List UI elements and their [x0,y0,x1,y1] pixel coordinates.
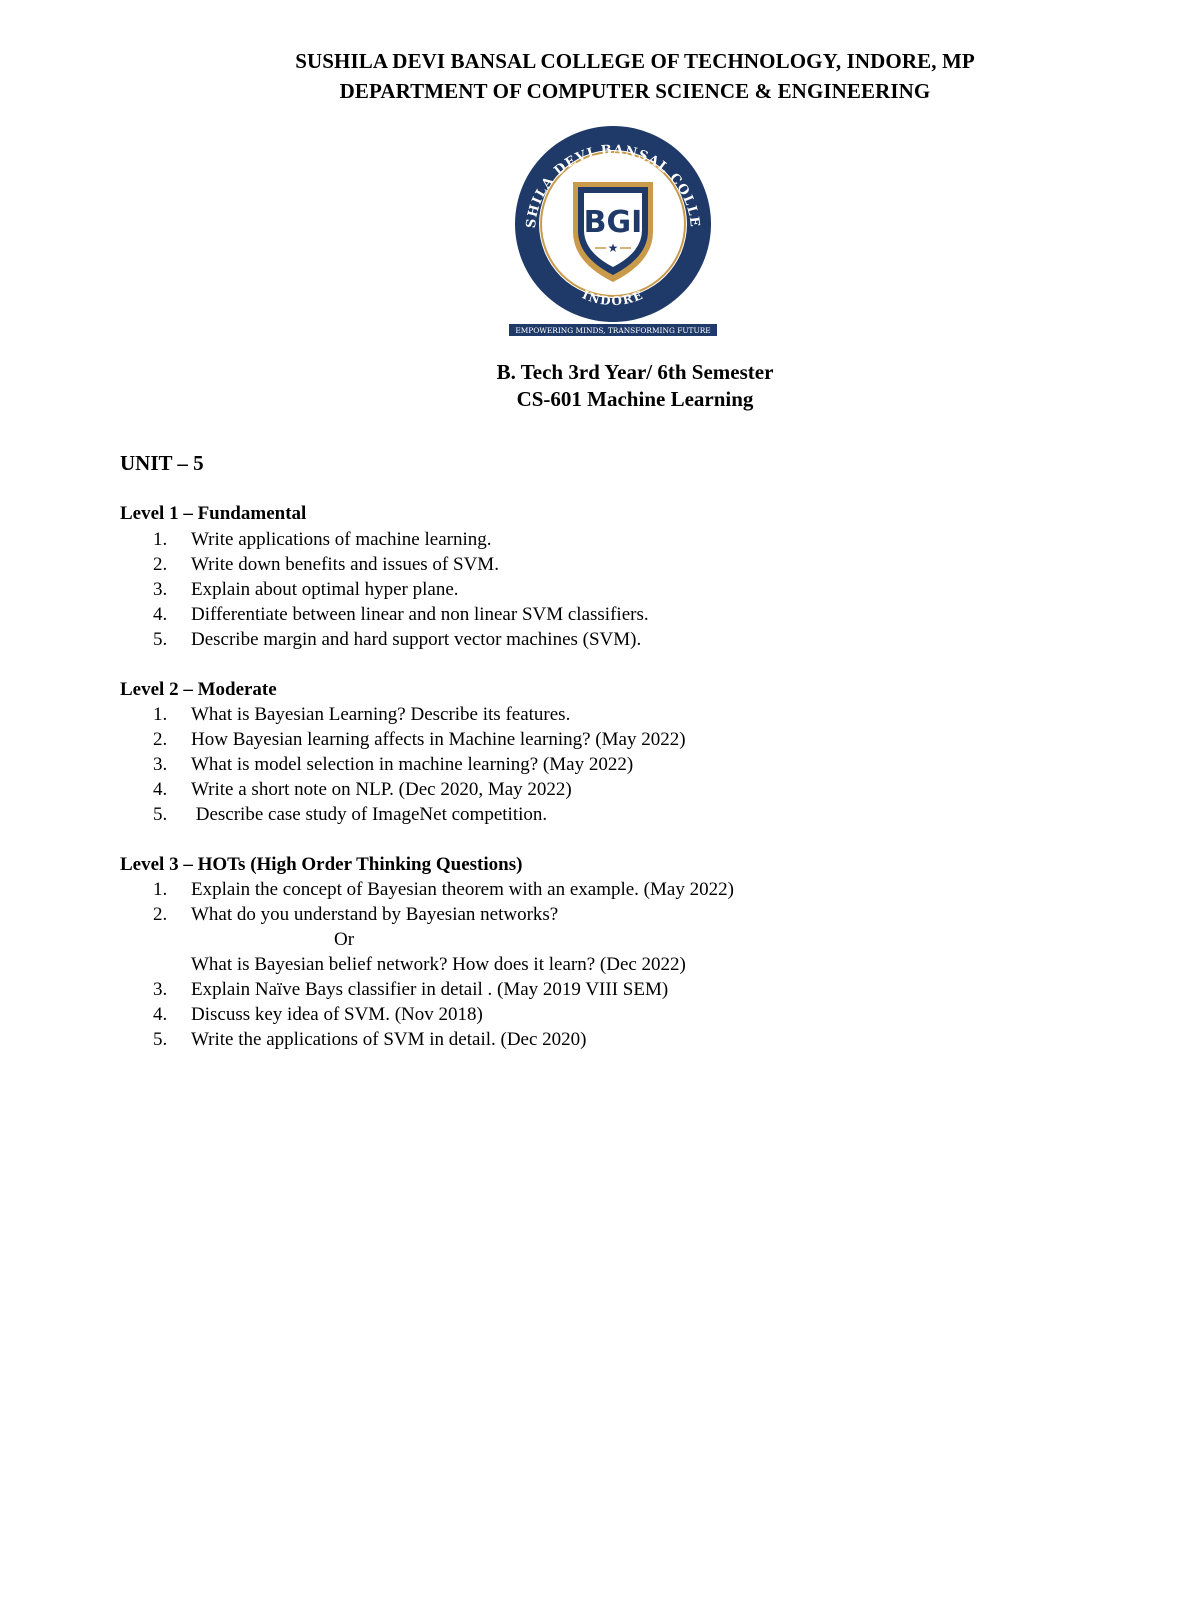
list-item: 4. Discuss key idea of SVM. (Nov 2018) [153,1004,483,1025]
unit-title: UNIT – 5 [120,451,204,475]
list-item: 3. Explain about optimal hyper plane. [153,579,459,600]
level1-title: Level 1 – Fundamental [120,503,307,524]
list-item: 2. Write down benefits and issues of SVM. [153,554,499,575]
list-item: 5. Describe case study of ImageNet competition. [153,804,548,825]
svg-text:EMPOWERING MINDS, TRANSFORMING: EMPOWERING MINDS, TRANSFORMING FUTURE [515,326,711,335]
level3-title: Level 3 – HOTs (High Order Thinking Questions) [120,854,523,875]
list-item-alternate: What is Bayesian belief network? How does it learn? (Dec 2022) [191,954,686,975]
svg-text:★: ★ [607,241,619,255]
level2-title: Level 2 – Moderate [120,679,277,700]
list-item: 3. Explain Naïve Bays classifier in detail . (May 2019 VIII SEM) [153,979,669,1000]
department-name: DEPARTMENT OF COMPUTER SCIENCE & ENGINEERING [339,79,931,103]
college-logo-image [505,124,721,340]
list-item: 4. Differentiate between linear and non linear SVM classifiers. [153,604,649,625]
list-item: 1. Write applications of machine learning. [153,529,492,550]
list-item: 1. What is Bayesian Learning? Describe its features. [153,704,571,725]
list-item: 5. Describe margin and hard support vector machines (SVM). [153,629,642,650]
college-name: SUSHILA DEVI BANSAL COLLEGE OF TECHNOLOGY, INDORE, MP [295,49,975,73]
college-logo [505,124,721,340]
list-item: 3. What is model selection in machine learning? (May 2022) [153,754,634,775]
list-item: 2. What do you understand by Bayesian networks? [153,904,559,925]
svg-text:INDORE: INDORE [580,287,646,309]
svg-text:SUSHILA DEVI BANSAL COLLEGE: SHILA DEVI BANSAL COLLE [523,142,703,229]
list-item: 2. How Bayesian learning affects in Machine learning? (May 2022) [153,729,686,750]
list-item: 1. Explain the concept of Bayesian theorem with an example. (May 2022) [153,879,734,900]
course-year: B. Tech 3rd Year/ 6th Semester [496,360,774,384]
svg-text:BGI: BGI [583,205,643,240]
list-item: 4. Write a short note on NLP. (Dec 2020, May 2022) [153,779,572,800]
list-item: 5. Write the applications of SVM in detail. (Dec 2020) [153,1029,587,1050]
or-separator: Or [334,929,355,950]
course-title: CS-601 Machine Learning [516,387,754,411]
